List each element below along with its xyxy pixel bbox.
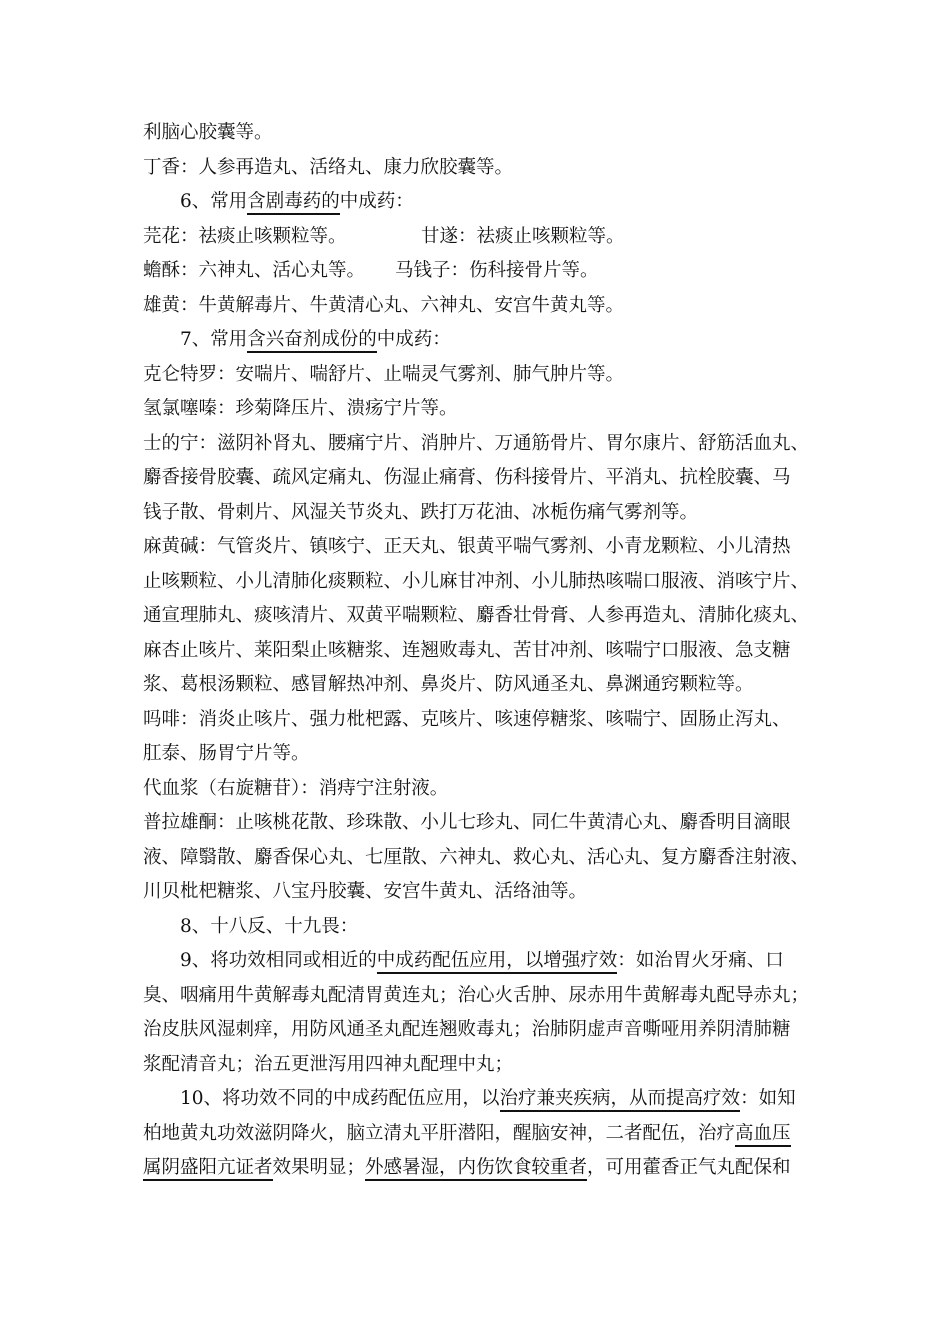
text-line <box>143 944 813 979</box>
text-line <box>143 392 813 427</box>
text-segment: 士的宁：滋阴补肾丸、腰痛宁片、消肿片、万通筋骨片、胃尔康片、舒筋活血丸、 <box>143 432 810 454</box>
text-segment: 7、常用 <box>180 329 248 350</box>
text-segment: ：如知 <box>740 1088 796 1109</box>
underlined-phrase: 外感暑湿，内伤饮食较重者 <box>365 1157 587 1181</box>
text-segment: 麝香接骨胶囊、疏风定痛丸、伤湿止痛膏、伤科接骨片、平消丸、抗栓胶囊、马 <box>143 467 791 488</box>
text-line <box>143 875 813 910</box>
text-line <box>143 289 813 324</box>
text-line <box>143 1048 813 1083</box>
text-line <box>143 1082 813 1117</box>
text-line <box>143 703 813 738</box>
text-segment: 9、将功效相同或相近的 <box>180 950 377 971</box>
text-line <box>143 323 813 358</box>
text-line <box>143 116 813 151</box>
text-line <box>143 461 813 496</box>
text-line <box>143 530 813 565</box>
underlined-phrase: 治疗兼夹疾病，从而提高疗效 <box>500 1088 741 1112</box>
text-segment: 中成药： <box>339 191 414 212</box>
text-line <box>143 979 813 1014</box>
text-line <box>143 496 813 531</box>
second-column-text: 马钱子：伤科接骨片等。 <box>395 260 599 281</box>
text-line <box>143 220 813 255</box>
second-column-text: 甘遂：祛痰止咳颗粒等。 <box>421 225 625 247</box>
text-line <box>143 254 813 289</box>
text-line <box>143 772 813 807</box>
text-segment: 麻黄碱：气管炎片、镇咳宁、正天丸、银黄平喘气雾剂、小青龙颗粒、小儿清热 <box>143 536 791 557</box>
text-segment: 麻杏止咳片、莱阳梨止咳糖浆、连翘败毒丸、苦甘冲剂、咳喘宁口服液、急支糖 <box>143 639 791 661</box>
text-line <box>143 1013 813 1048</box>
underlined-phrase: 含兴奋剂成份的 <box>247 329 377 353</box>
text-line <box>143 599 813 634</box>
text-segment: 通宣理肺丸、痰咳清片、双黄平喘颗粒、麝香壮骨膏、人参再造丸、清肺化痰丸、 <box>143 605 810 626</box>
underlined-phrase: 属阴盛阳亢证者 <box>143 1157 273 1181</box>
text-segment: 氢氯噻嗪：珍菊降压片、溃疡宁片等。 <box>143 398 458 419</box>
underlined-phrase: 中成药配伍应用，以增强疗效 <box>377 950 618 974</box>
text-line <box>143 668 813 703</box>
text-line <box>143 1151 813 1186</box>
text-segment: 效果明显； <box>272 1157 366 1178</box>
text-segment: ，可用藿香正气丸配保和 <box>587 1157 791 1178</box>
text-segment: 克仑特罗：安喘片、喘舒片、止喘灵气雾剂、肺气肿片等。 <box>143 363 625 385</box>
text-segment: 代血浆（右旋糖苷）：消痔宁注射液。 <box>143 777 449 799</box>
text-segment: 雄黄：牛黄解毒片、牛黄清心丸、六神丸、安宫牛黄丸等。 <box>143 294 625 316</box>
text-line <box>143 565 813 600</box>
text-segment: 肛泰、肠胃宁片等。 <box>143 743 310 764</box>
text-segment: 臭、咽痛用牛黄解毒丸配清胃黄连丸；治心火舌肿、尿赤用牛黄解毒丸配导赤丸； <box>143 984 810 1006</box>
text-segment: 治皮肤风湿刺痒，用防风通圣丸配连翘败毒丸；治肺阴虚声音嘶哑用养阴清肺糖 <box>143 1019 791 1040</box>
text-line <box>143 634 813 669</box>
text-segment: 8、十八反、十九畏： <box>180 915 359 937</box>
document-page <box>143 116 813 1186</box>
text-segment: 吗啡：消炎止咳片、强力枇杷露、克咳片、咳速停糖浆、咳喘宁、固肠止泻丸、 <box>143 708 791 730</box>
text-segment: 液、障翳散、麝香保心丸、七厘散、六神丸、救心丸、活心丸、复方麝香注射液、 <box>143 846 810 868</box>
underlined-phrase: 含剧毒药的 <box>247 191 340 215</box>
text-segment: ：如治胃火牙痛、口 <box>617 950 784 971</box>
underlined-phrase: 高血压 <box>735 1123 791 1147</box>
text-line <box>143 910 813 945</box>
text-segment: 芫花：祛痰止咳颗粒等。 <box>143 225 347 247</box>
text-segment: 蟾酥：六神丸、活心丸等。 <box>143 260 366 281</box>
text-line <box>143 1117 813 1152</box>
text-line <box>143 358 813 393</box>
text-segment: 利脑心胶囊等。 <box>143 122 273 143</box>
text-segment: 柏地黄丸功效滋阴降火，脑立清丸平肝潜阳，醒脑安神，二者配伍，治疗 <box>143 1122 736 1144</box>
text-segment: 6、常用 <box>180 191 248 212</box>
text-segment: 止咳颗粒、小儿清肺化痰颗粒、小儿麻甘冲剂、小儿肺热咳喘口服液、消咳宁片、 <box>143 570 810 592</box>
text-line <box>143 737 813 772</box>
text-line <box>143 841 813 876</box>
text-segment: 丁香：人参再造丸、活络丸、康力欣胶囊等。 <box>143 156 514 178</box>
text-segment: 钱子散、骨刺片、风湿关节炎丸、跌打万花油、冰栀伤痛气雾剂等。 <box>143 501 699 523</box>
text-line <box>143 185 813 220</box>
text-segment: 川贝枇杷糖浆、八宝丹胶囊、安宫牛黄丸、活络油等。 <box>143 881 588 902</box>
text-line <box>143 427 813 462</box>
text-segment: 中成药： <box>376 329 451 350</box>
text-segment: 10、将功效不同的中成药配伍应用，以 <box>180 1088 500 1109</box>
text-line <box>143 151 813 186</box>
text-line <box>143 806 813 841</box>
text-segment: 普拉雄酮：止咳桃花散、珍珠散、小儿七珍丸、同仁牛黄清心丸、麝香明目滴眼 <box>143 812 791 833</box>
text-segment: 浆配清音丸；治五更泄泻用四神丸配理中丸； <box>143 1053 514 1075</box>
text-segment: 浆、葛根汤颗粒、感冒解热冲剂、鼻炎片、防风通圣丸、鼻渊通窍颗粒等。 <box>143 674 754 695</box>
